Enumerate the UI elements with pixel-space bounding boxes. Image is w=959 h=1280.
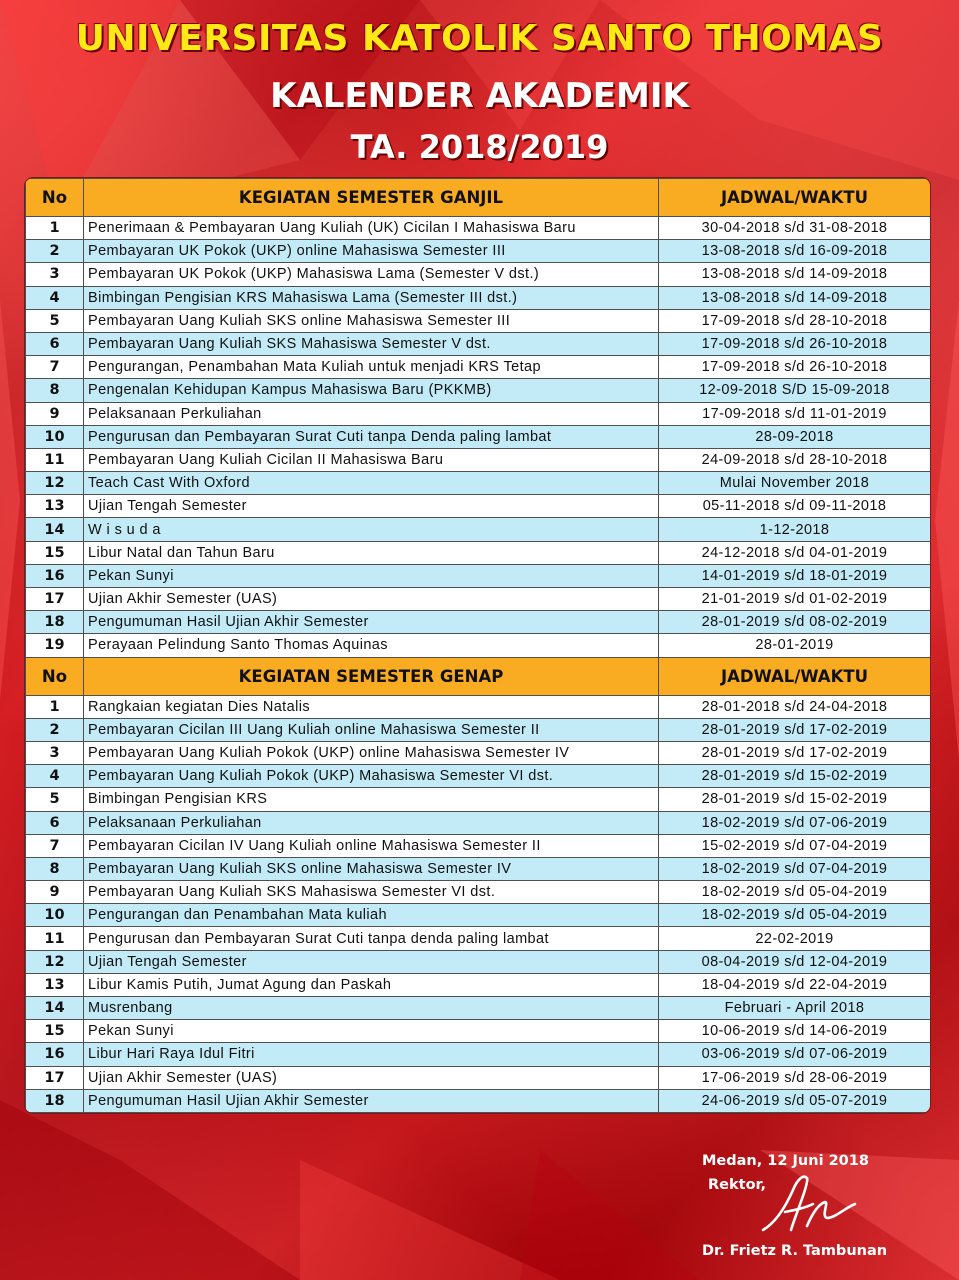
row-date: 08-04-2019 s/d 12-04-2019 — [659, 950, 931, 973]
row-activity: Pembayaran Uang Kuliah SKS Mahasiswa Semester V dst. — [84, 332, 659, 355]
row-activity: Libur Hari Raya Idul Fitri — [84, 1043, 659, 1066]
table-row — [26, 857, 931, 880]
col-date-header: JADWAL/WAKTU — [659, 179, 931, 217]
academic-year: TA. 2018/2019 — [350, 128, 609, 166]
row-number: 4 — [26, 765, 84, 788]
row-activity: Ujian Tengah Semester — [84, 495, 659, 518]
table-row — [26, 402, 931, 425]
row-activity: Libur Kamis Putih, Jumat Agung dan Paskah — [84, 973, 659, 996]
table-row — [26, 1066, 931, 1089]
table-row — [26, 973, 931, 996]
table-row — [26, 741, 931, 764]
row-date: 28-01-2019 — [659, 634, 931, 657]
row-number: 11 — [26, 927, 84, 950]
row-number: 13 — [26, 495, 84, 518]
table-row — [26, 332, 931, 355]
row-date: 28-01-2019 s/d 15-02-2019 — [659, 788, 931, 811]
table-row — [26, 997, 931, 1020]
row-number: 15 — [26, 1020, 84, 1043]
row-activity: Libur Natal dan Tahun Baru — [84, 541, 659, 564]
row-date: 14-01-2019 s/d 18-01-2019 — [659, 564, 931, 587]
col-activity-header: KEGIATAN SEMESTER GENAP — [84, 657, 659, 695]
row-activity: Rangkaian kegiatan Dies Natalis — [84, 695, 659, 718]
row-activity: Pembayaran Uang Kuliah Pokok (UKP) online Mahasiswa Semester IV — [84, 741, 659, 764]
table-row — [26, 425, 931, 448]
signature-place-date: Medan, 12 Juni 2018 — [702, 1153, 869, 1169]
row-date: 15-02-2019 s/d 07-04-2019 — [659, 834, 931, 857]
row-date: 12-09-2018 S/D 15-09-2018 — [659, 379, 931, 402]
row-number: 5 — [26, 309, 84, 332]
calendar-table — [25, 178, 930, 1113]
table-row — [26, 286, 931, 309]
row-activity: W i s u d a — [84, 518, 659, 541]
row-activity: Bimbingan Pengisian KRS Mahasiswa Lama (Semester III dst.) — [84, 286, 659, 309]
table-row — [26, 904, 931, 927]
row-date: 18-02-2019 s/d 07-04-2019 — [659, 857, 931, 880]
row-activity: Pembayaran Uang Kuliah Cicilan II Mahasiswa Baru — [84, 448, 659, 471]
genap-header-row — [26, 657, 931, 695]
table-row — [26, 518, 931, 541]
table-row — [26, 564, 931, 587]
table-row — [26, 263, 931, 286]
table-row — [26, 448, 931, 471]
row-date: 17-09-2018 s/d 26-10-2018 — [659, 356, 931, 379]
table-row — [26, 588, 931, 611]
row-date: 03-06-2019 s/d 07-06-2019 — [659, 1043, 931, 1066]
row-date: 30-04-2018 s/d 31-08-2018 — [659, 217, 931, 240]
row-number: 6 — [26, 332, 84, 355]
row-date: 24-09-2018 s/d 28-10-2018 — [659, 448, 931, 471]
table-row — [26, 834, 931, 857]
ganjil-header-row — [26, 179, 931, 217]
row-number: 10 — [26, 425, 84, 448]
row-number: 19 — [26, 634, 84, 657]
row-number: 7 — [26, 356, 84, 379]
col-date-header: JADWAL/WAKTU — [659, 657, 931, 695]
row-date: 28-01-2019 s/d 17-02-2019 — [659, 741, 931, 764]
col-activity-header: KEGIATAN SEMESTER GANJIL — [84, 179, 659, 217]
row-date: 13-08-2018 s/d 16-09-2018 — [659, 240, 931, 263]
row-activity: Pembayaran UK Pokok (UKP) online Mahasiswa Semester III — [84, 240, 659, 263]
table-row — [26, 881, 931, 904]
table-row — [26, 541, 931, 564]
table-row — [26, 695, 931, 718]
row-activity: Pembayaran Uang Kuliah SKS online Mahasiswa Semester IV — [84, 857, 659, 880]
row-date: 28-01-2019 s/d 08-02-2019 — [659, 611, 931, 634]
table-row — [26, 240, 931, 263]
row-number: 6 — [26, 811, 84, 834]
row-activity: Ujian Akhir Semester (UAS) — [84, 1066, 659, 1089]
row-activity: Pembayaran UK Pokok (UKP) Mahasiswa Lama (Semester V dst.) — [84, 263, 659, 286]
signature-title: Rektor, — [708, 1177, 767, 1193]
row-date: 24-06-2019 s/d 05-07-2019 — [659, 1089, 931, 1112]
row-activity: Musrenbang — [84, 997, 659, 1020]
table-row — [26, 927, 931, 950]
table-row — [26, 765, 931, 788]
row-activity: Pelaksanaan Perkuliahan — [84, 402, 659, 425]
row-activity: Pelaksanaan Perkuliahan — [84, 811, 659, 834]
semester-ganjil-section — [26, 179, 931, 658]
row-date: 28-01-2018 s/d 24-04-2018 — [659, 695, 931, 718]
table-row — [26, 356, 931, 379]
row-activity: Perayaan Pelindung Santo Thomas Aquinas — [84, 634, 659, 657]
row-date: 21-01-2019 s/d 01-02-2019 — [659, 588, 931, 611]
col-no-header: No — [26, 179, 84, 217]
table-row — [26, 217, 931, 240]
row-number: 4 — [26, 286, 84, 309]
row-date: 22-02-2019 — [659, 927, 931, 950]
table-row — [26, 1043, 931, 1066]
row-number: 8 — [26, 857, 84, 880]
row-number: 9 — [26, 402, 84, 425]
row-date: 28-01-2019 s/d 17-02-2019 — [659, 718, 931, 741]
row-number: 17 — [26, 588, 84, 611]
row-number: 14 — [26, 997, 84, 1020]
page-title: KALENDER AKADEMIK — [270, 76, 689, 116]
university-name: UNIVERSITAS KATOLIK SANTO THOMAS — [75, 18, 884, 59]
row-date: 17-09-2018 s/d 28-10-2018 — [659, 309, 931, 332]
row-number: 16 — [26, 1043, 84, 1066]
table-row — [26, 950, 931, 973]
row-number: 3 — [26, 263, 84, 286]
row-number: 18 — [26, 1089, 84, 1112]
row-number: 17 — [26, 1066, 84, 1089]
row-activity: Ujian Tengah Semester — [84, 950, 659, 973]
row-activity: Pengurusan dan Pembayaran Surat Cuti tanpa Denda paling lambat — [84, 425, 659, 448]
row-activity: Pekan Sunyi — [84, 564, 659, 587]
table-row — [26, 472, 931, 495]
row-activity: Pembayaran Uang Kuliah SKS online Mahasiswa Semester III — [84, 309, 659, 332]
signature-name: Dr. Frietz R. Tambunan — [702, 1243, 888, 1259]
row-number: 8 — [26, 379, 84, 402]
table-row — [26, 495, 931, 518]
row-date: 17-09-2018 s/d 26-10-2018 — [659, 332, 931, 355]
row-date: 1-12-2018 — [659, 518, 931, 541]
row-number: 7 — [26, 834, 84, 857]
row-activity: Pekan Sunyi — [84, 1020, 659, 1043]
row-number: 1 — [26, 695, 84, 718]
row-activity: Pengumuman Hasil Ujian Akhir Semester — [84, 1089, 659, 1112]
row-activity: Pengurangan, Penambahan Mata Kuliah untuk menjadi KRS Tetap — [84, 356, 659, 379]
table-row — [26, 379, 931, 402]
row-number: 12 — [26, 472, 84, 495]
row-date: 13-08-2018 s/d 14-09-2018 — [659, 286, 931, 309]
row-number: 16 — [26, 564, 84, 587]
handwritten-signature — [755, 1168, 865, 1238]
table-row — [26, 811, 931, 834]
semester-genap-section — [26, 657, 931, 1112]
row-number: 2 — [26, 718, 84, 741]
table-row — [26, 611, 931, 634]
row-date: Mulai November 2018 — [659, 472, 931, 495]
table-row — [26, 1089, 931, 1112]
row-number: 18 — [26, 611, 84, 634]
row-activity: Pembayaran Cicilan IV Uang Kuliah online Mahasiswa Semester II — [84, 834, 659, 857]
row-activity: Ujian Akhir Semester (UAS) — [84, 588, 659, 611]
row-activity: Pembayaran Uang Kuliah SKS Mahasiswa Semester VI dst. — [84, 881, 659, 904]
row-date: 28-09-2018 — [659, 425, 931, 448]
row-number: 1 — [26, 217, 84, 240]
row-date: 05-11-2018 s/d 09-11-2018 — [659, 495, 931, 518]
row-activity: Pengenalan Kehidupan Kampus Mahasiswa Baru (PKKMB) — [84, 379, 659, 402]
row-number: 11 — [26, 448, 84, 471]
row-number: 13 — [26, 973, 84, 996]
row-number: 12 — [26, 950, 84, 973]
row-date: 10-06-2019 s/d 14-06-2019 — [659, 1020, 931, 1043]
row-number: 14 — [26, 518, 84, 541]
row-date: 18-04-2019 s/d 22-04-2019 — [659, 973, 931, 996]
row-number: 5 — [26, 788, 84, 811]
row-date: 18-02-2019 s/d 05-04-2019 — [659, 904, 931, 927]
row-number: 9 — [26, 881, 84, 904]
row-date: 18-02-2019 s/d 07-06-2019 — [659, 811, 931, 834]
row-number: 2 — [26, 240, 84, 263]
row-activity: Pengurusan dan Pembayaran Surat Cuti tanpa denda paling lambat — [84, 927, 659, 950]
row-number: 3 — [26, 741, 84, 764]
row-date: 17-09-2018 s/d 11-01-2019 — [659, 402, 931, 425]
row-date: 28-01-2019 s/d 15-02-2019 — [659, 765, 931, 788]
row-activity: Pengumuman Hasil Ujian Akhir Semester — [84, 611, 659, 634]
row-activity: Bimbingan Pengisian KRS — [84, 788, 659, 811]
row-number: 10 — [26, 904, 84, 927]
row-date: 24-12-2018 s/d 04-01-2019 — [659, 541, 931, 564]
col-no-header: No — [26, 657, 84, 695]
table-row — [26, 788, 931, 811]
row-date: 18-02-2019 s/d 05-04-2019 — [659, 881, 931, 904]
table-row — [26, 1020, 931, 1043]
row-date: 13-08-2018 s/d 14-09-2018 — [659, 263, 931, 286]
row-date: Februari - April 2018 — [659, 997, 931, 1020]
row-activity: Pembayaran Cicilan III Uang Kuliah online Mahasiswa Semester II — [84, 718, 659, 741]
row-date: 17-06-2019 s/d 28-06-2019 — [659, 1066, 931, 1089]
table-row — [26, 718, 931, 741]
row-activity: Pembayaran Uang Kuliah Pokok (UKP) Mahasiswa Semester VI dst. — [84, 765, 659, 788]
row-activity: Penerimaan & Pembayaran Uang Kuliah (UK) Cicilan I Mahasiswa Baru — [84, 217, 659, 240]
table-row — [26, 634, 931, 657]
row-activity: Pengurangan dan Penambahan Mata kuliah — [84, 904, 659, 927]
row-number: 15 — [26, 541, 84, 564]
row-activity: Teach Cast With Oxford — [84, 472, 659, 495]
table-row — [26, 309, 931, 332]
